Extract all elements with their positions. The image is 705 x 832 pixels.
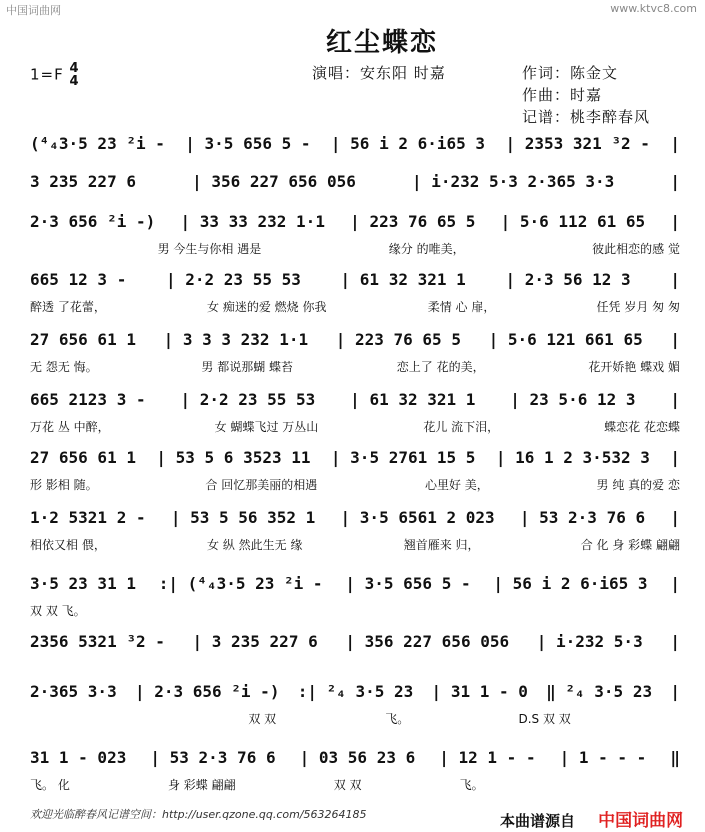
lyric-line xyxy=(30,710,680,727)
time-denominator: 4 xyxy=(69,74,80,89)
measure-group: 665 12 3 - xyxy=(30,270,127,289)
lyric-line xyxy=(30,776,680,793)
lyric-line xyxy=(30,240,680,257)
measure-group: | 61 32 321 1 xyxy=(340,270,466,289)
lyric-segment: D.S 双 双 xyxy=(518,712,571,726)
key-label: 1=F xyxy=(30,65,64,84)
measure-group: ‖ xyxy=(670,748,680,767)
measure-group: | 33 33 232 1·1 xyxy=(180,212,325,231)
measure-group: | 31 1 - 0 xyxy=(431,682,528,701)
song-title: 红尘蝶恋 xyxy=(326,28,439,58)
notation-system xyxy=(30,212,680,231)
measure-group: | 61 32 321 1 xyxy=(350,390,476,409)
measure-group: | i·232 5·3 xyxy=(536,632,643,651)
singers: 演唱：安东阳 时嘉 xyxy=(312,64,446,82)
measure-group: 2·365 3·3 xyxy=(30,682,117,701)
measure-group: | 53 2·3 76 6 xyxy=(519,508,646,527)
lyric-segment: 恋上了 花的美， xyxy=(396,360,485,374)
lyric-line xyxy=(30,418,680,435)
measure-group: :| (⁴₄3·5 23 ²i - xyxy=(158,574,323,593)
measure-group: | 23 5·6 12 3 xyxy=(510,390,636,409)
lyric-segment: 双 双 xyxy=(333,778,362,792)
measure-group: | 1 - - - xyxy=(559,748,647,767)
source-credit xyxy=(500,806,683,831)
lyric-segment: 女 蝴蝶飞过 万丛山 xyxy=(214,420,319,434)
measure-group: 31 1 - 023 xyxy=(30,748,127,767)
measure-group: | 53 5 56 352 1 xyxy=(170,508,316,527)
lyric-line xyxy=(30,298,680,315)
measure-group: 3·5 23 31 1 xyxy=(30,574,136,593)
measure-group: | 2·3 656 ²i -) xyxy=(134,682,280,701)
notation-system xyxy=(30,270,680,289)
transcriber: 记谱：桃李醉春风 xyxy=(522,108,651,126)
lyric-segment: 男 都说那蝴 蝶苔 xyxy=(201,360,294,374)
measure-group: | 2·2 23 55 53 xyxy=(166,270,301,289)
measure-group: 27 656 61 1 xyxy=(30,330,136,349)
lyric-segment: 翘首雁来 归， xyxy=(403,538,480,552)
lyric-segment: 缘分 的唯美， xyxy=(388,242,465,256)
measure-group: ‖ ²₄ 3·5 23 xyxy=(546,682,653,701)
measure-group: | 3·5 2761 15 5 xyxy=(330,448,476,467)
notation-system xyxy=(30,508,680,527)
lyric-segment: 形 影相 随。 xyxy=(30,478,98,492)
lyric-segment: 花儿 流下泪， xyxy=(423,420,500,434)
measure-group: | 16 1 2 3·532 3 xyxy=(495,448,650,467)
notation-system xyxy=(30,682,680,701)
notation-system xyxy=(30,632,680,651)
time-numerator: 4 xyxy=(69,61,80,76)
measure-group: | xyxy=(670,270,680,289)
lyric-segment: 男 纯 真的爱 恋 xyxy=(596,478,680,492)
measure-group: 2·3 656 ²i -) xyxy=(30,212,156,231)
measure-group: | xyxy=(670,574,680,593)
lyric-segment: 任凭 岁月 匆 匆 xyxy=(596,300,680,314)
lyricist: 作词：陈金文 xyxy=(522,64,619,82)
lyric-segment: 柔情 心 扉， xyxy=(427,300,496,314)
notation-system xyxy=(30,448,680,467)
notation-system xyxy=(30,330,680,349)
lyric-segment: 花开娇艳 蝶戏 媚 xyxy=(588,360,680,374)
lyric-segment: 女 痴迷的爱 燃烧 你我 xyxy=(207,300,327,314)
key-signature xyxy=(30,62,80,88)
measure-group: | 5·6 121 661 65 xyxy=(488,330,643,349)
measure-group: | xyxy=(670,330,680,349)
measure-group: | 3·5 656 5 - xyxy=(185,134,311,153)
measure-group: | 03 56 23 6 xyxy=(299,748,416,767)
measure-group: | 53 5 6 3523 11 xyxy=(156,448,311,467)
lyric-segment: 心里好 美， xyxy=(424,478,489,492)
measure-group: 1·2 5321 2 - xyxy=(30,508,146,527)
lyric-segment: 飞。 化 xyxy=(30,778,70,792)
lyric-segment: 无 怨无 悔。 xyxy=(30,360,98,374)
lyric-segment: 相依又相 偎， xyxy=(30,538,106,552)
lyric-segment: 飞。 xyxy=(459,778,484,792)
measure-group: | 3 3 3 232 1·1 xyxy=(163,330,309,349)
lyric-line xyxy=(30,602,680,619)
measure-group: | 2·3 56 12 3 xyxy=(505,270,631,289)
measure-group: 3 235 227 6 xyxy=(30,172,136,191)
measure-group: | xyxy=(670,212,680,231)
measure-group: | 2·2 23 55 53 xyxy=(180,390,316,409)
lyric-segment: 彼此相恋的感 觉 xyxy=(592,242,680,256)
measure-group: | 356 227 656 056 xyxy=(192,172,356,191)
source-credit-label: 本曲谱源自 xyxy=(500,812,576,830)
measure-group: | xyxy=(670,172,680,191)
lyric-segment: 飞。 xyxy=(385,712,410,726)
lyric-line xyxy=(30,536,680,553)
measure-group: | xyxy=(670,682,680,701)
measure-group: 27 656 61 1 xyxy=(30,448,136,467)
measure-group: | 3 235 227 6 xyxy=(192,632,318,651)
measure-group: | 3·5 6561 2 023 xyxy=(340,508,495,527)
footer-link[interactable]: 欢迎光临醉春风记谱空间：http://user.qzone.qq.com/563264185 xyxy=(30,808,367,821)
measure-group: | xyxy=(670,134,680,153)
measure-group: | i·232 5·3 2·365 3·3 xyxy=(411,172,615,191)
measure-group: | xyxy=(670,390,680,409)
notation-system xyxy=(30,134,680,153)
measure-group: | 2353 321 ³2 - xyxy=(505,134,650,153)
lyric-segment: 女 纵 然此生无 缘 xyxy=(207,538,303,552)
lyric-segment: 双 双 飞。 xyxy=(30,604,86,618)
composer: 作曲：时嘉 xyxy=(522,86,603,104)
watermark-left: 中国词曲网 xyxy=(6,4,61,17)
lyric-segment: 合 化 身 彩蝶 翩翩 xyxy=(580,538,680,552)
lyric-segment: 男 今生与你相 遇是 xyxy=(157,242,262,256)
lyric-segment: 醉透 了花蕾， xyxy=(30,300,106,314)
lyric-segment: 万花 丛 中醉， xyxy=(30,420,110,434)
notation-system xyxy=(30,748,680,767)
measure-group: :| ²₄ 3·5 23 xyxy=(297,682,414,701)
measure-group: | xyxy=(670,632,680,651)
notation-system xyxy=(30,390,680,409)
measure-group: | 356 227 656 056 xyxy=(345,632,510,651)
lyric-segment: 双 双 xyxy=(248,712,277,726)
time-signature xyxy=(70,62,80,88)
measure-group: | 223 76 65 5 xyxy=(350,212,476,231)
lyric-line xyxy=(30,476,680,493)
measure-group: 2356 5321 ³2 - xyxy=(30,632,165,651)
measure-group: | xyxy=(670,508,680,527)
measure-group: | 12 1 - - xyxy=(439,748,536,767)
lyric-segment: 身 彩蝶 翩翩 xyxy=(167,778,236,792)
lyric-segment: 合 回忆那美丽的相遇 xyxy=(205,478,318,492)
measure-group: | 223 76 65 5 xyxy=(335,330,461,349)
measure-group: | xyxy=(670,448,680,467)
measure-group: (⁴₄3·5 23 ²i - xyxy=(30,134,165,153)
lyric-line xyxy=(30,358,680,375)
lyric-segment: 蝶恋花 花恋蝶 xyxy=(604,420,680,434)
watermark-right: www.ktvc8.com xyxy=(610,2,697,15)
source-site-name: 中国词曲网 xyxy=(598,811,684,831)
notation-system xyxy=(30,172,680,191)
measure-group: | 56 i 2 6·i65 3 xyxy=(493,574,648,593)
measure-group: | 5·6 112 61 65 xyxy=(500,212,646,231)
measure-group: | 56 i 2 6·i65 3 xyxy=(330,134,486,153)
measure-group: | 3·5 656 5 - xyxy=(345,574,471,593)
notation-system xyxy=(30,574,680,593)
measure-group: 665 2123 3 - xyxy=(30,390,146,409)
measure-group: | 53 2·3 76 6 xyxy=(150,748,276,767)
